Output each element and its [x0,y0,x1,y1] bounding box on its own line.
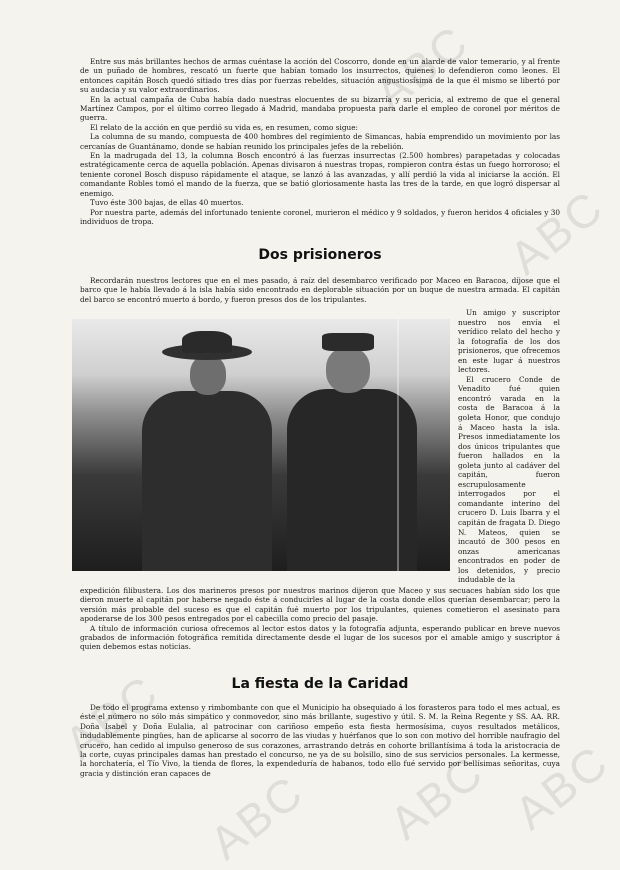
section1-lead [80,276,560,304]
paragraph: Recordarán nuestros lectores que en el mes pasado, á raíz del desembarco verificado por Maceo en Baracoa, díjose que el barco que le había llevado á la isla había sido encontrado en deplorable situación por un buque de nuestra armada. El capitán del barco se encontró muerto á bordo, y fueron presos dos de los tripulantes. [80,276,560,304]
intro-article [80,57,560,226]
paragraph: De todo el programa extenso y rimbombante con que el Municipio ha obsequiado á los forasteros para todo el mes actual, es éste el número no sólo más simpático y conmovedor, sino más brillante, sugestivo y útil. S. M. la Reina Regente y SS. AA. RR. Doña Isabel y Doña Eulalia, al patrocinar con cariñoso empeño esta fiesta hermosísima, cuyos resultados metálicos, indudablemente pingües, han de aplicarse al socorro de las viudas y huérfanos que lo son con motivo del horrible naufragio del crucero, han cedido al impulso generoso de sus corazones, arrastrando detrás en cohorte brillantísima á toda la aristocracia de la corte, cuyas principales damas han prestado el concurso, ne ya de su bolsillo, sino de sus servicios personales. La kermesse, la horchatería, el Tío Vivo, la tienda de flores, la expendeduría de habanos, todo ello fué servido por bellísimas señoritas, cuya gracia y distinción eran capaces de [80,703,560,778]
section1-continuation [80,586,560,652]
watermark: ABC [364,14,479,120]
paragraph: El crucero Conde de Venadito fué quien encontró varada en la costa de Baracoa á la goleta Honor, que condujo á Maceo hasta la isla. Presos inmediatamente los dos únicos tripulantes que fueron hallados en la goleta junto al cadáver del capitán, fueron escrupulosamente interrogados por el comandante interino del crucero D. Luis Ibarra y el capitán de fragata D. Diego N. Mateos, quien se incautó de 300 pesos en onzas americanas encontrados en poder de los detenidos, y precio indudable de la [458,374,561,585]
paragraph: expedición filibustera. Los dos marineros presos por nuestros marinos dijeron que Maceo y sus secuaces habían sido los que dieron muerte al capitán por haberse negado éste á conducirles al lugar de la costa donde ellos querían desembarcar; pero la versión más probable del suceso es que el capitán fué muerto por los tripulantes, quienes cometieron el asesinato para apoderarse de los 300 pesos entregados por el cabecilla como precio del pasaje. [80,586,560,624]
section-title-dos-prisioneros: Dos prisioneros [258,247,382,263]
paragraph: Entre sus más brillantes hechos de armas cuéntase la acción del Coscorro, donde en un alarde de valor temerario, y al frente de un puñado de hombres, rescató un fuerte que habían tomado los insurrectos, quienes lo defendieron como leones. El entonces capitán Bosch quedó sitiado tres días por fuerzas rebeldes, situación angustiosísima de la que él mismo se libertó por su audacia y su valor extraordinarios. [80,57,560,95]
section1-side-column [458,308,560,585]
paragraph: Un amigo y suscriptor nuestro nos envía el verídico relato del hecho y la fotografía de los dos prisioneros, que ofrecemos en este lugar á nuestros lectores. [458,308,560,375]
paragraph: El relato de la acción en que perdió su vida es, en resumen, como sigue: [90,122,359,132]
section2-lead [80,703,560,778]
paragraph: En la madrugada del 13, la columna Bosch encontró á las fuerzas insurrectas (2.500 hombres) parapetadas y colocadas estratégicamente cerca de aquella población. Apenas divisaron á nuestras tropas, rompieron contra éstas un fuego horroroso; el teniente coronel Bosch dispuso rápidamente el ataque, se lanzó á las avanzadas, y allí perdió la vida al iniciarse la acción. El comandante Robles tomó el mando de la fuerza, que se batió gloriosamente hasta las tres de la tarde, en que logró dispersar al enemigo. [80,151,560,198]
paragraph: A título de información curiosa ofrecemos al lector estos datos y la fotografía adjunta, esperando publicar en breve nuevos grabados de información fotográfica remitida directamente desde el lugar de los sucesos por el amable amigo y suscriptor á quien debemos estas noticias. [80,623,560,652]
section-title-fiesta-caridad: La fiesta de la Caridad [231,676,409,692]
paragraph: En la actual campaña de Cuba había dado nuestras elocuentes de su bizarría y su pericia, al extremo de que el general Martínez Campos, por el último correo llegado á Madrid, mandaba propuesta para darle el empleo de coronel por méritos de guerra. [80,94,560,123]
prisoners-photo [72,319,450,571]
paragraph: Tuvo éste 300 bajas, de ellas 40 muertos. [90,198,244,208]
paragraph: La columna de su mando, compuesta de 400 hombres del regimiento de Simancas, había emprendido un movimiento por las cercanías de Guantánamo, donde se habían reunido los principales jefes de la rebelión. [80,132,560,151]
watermark: ABC [504,734,619,840]
watermark: ABC [379,744,494,850]
paragraph: Por nuestra parte, además del infortunado teniente coronel, murieron el médico y 9 soldados, y fueron heridos 4 oficiales y 30 individuos de tropa. [80,207,560,226]
watermark: ABC [499,179,614,285]
watermark: ABC [199,764,314,870]
watermark: ABC [54,664,169,770]
